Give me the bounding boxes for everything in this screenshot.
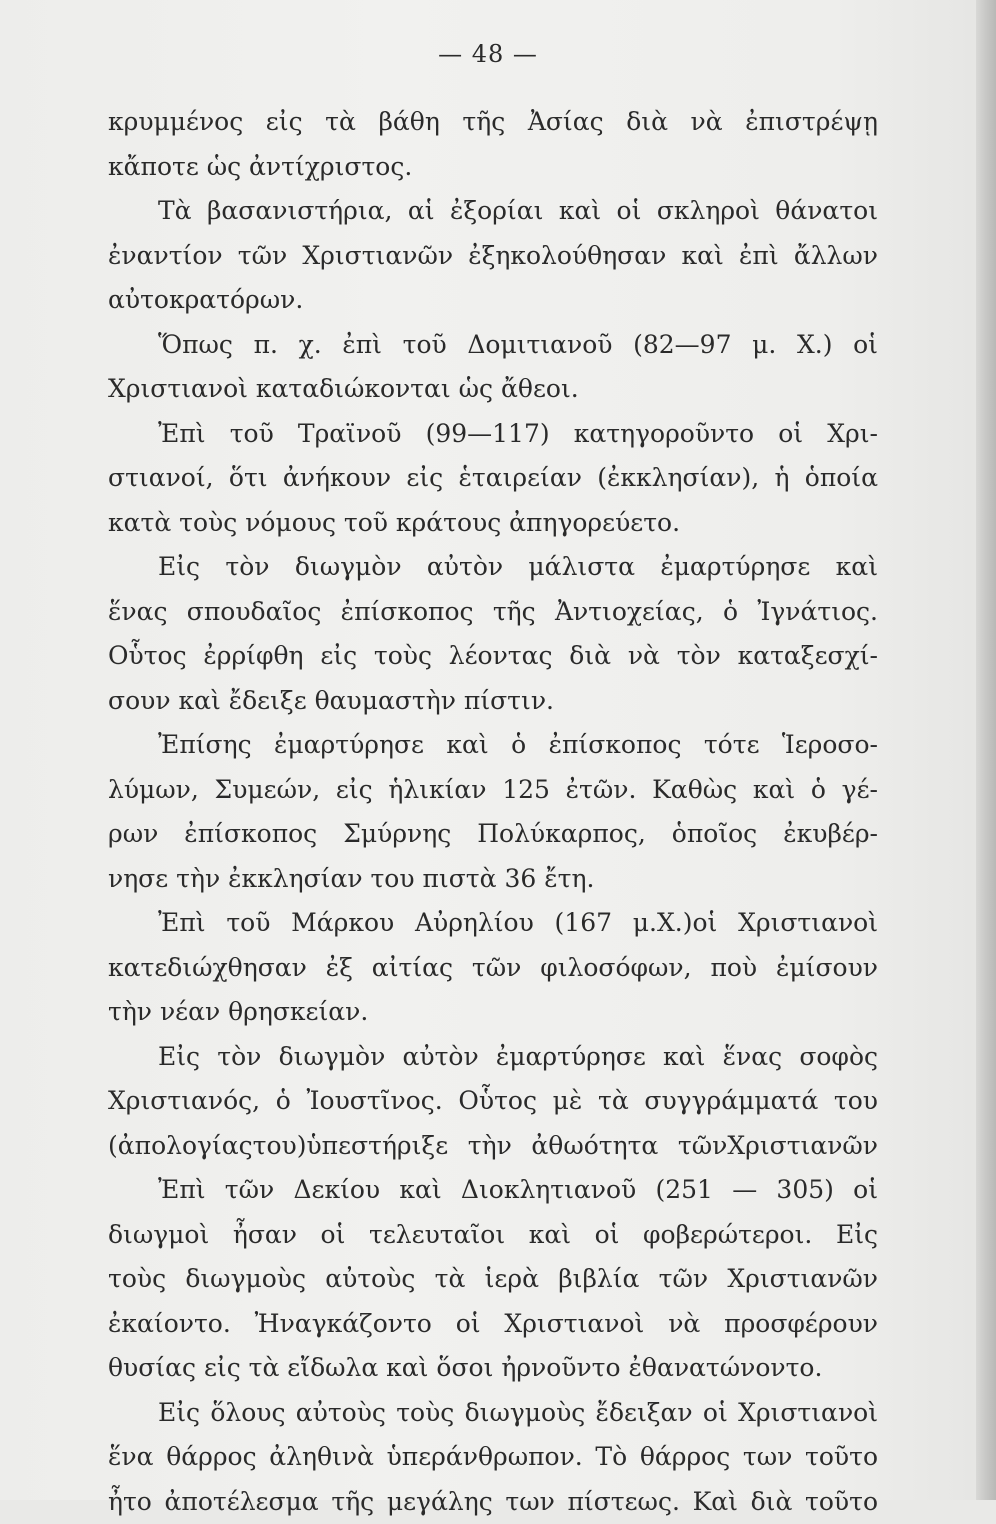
text-line: ἕνα θάρρος ἀληθινὰ ὑπεράνθρωπον. Τὸ θάρρος των τοῦτο [108, 1435, 878, 1480]
text-line: ἕνας σπουδαῖος ἐπίσκοπος τῆς Ἀντιοχείας, ὁ Ἰγνάτιος. [108, 590, 878, 635]
text-line: Χριστιανός, ὁ Ἰουστῖνος. Οὗτος μὲ τὰ συγγράμματά του [108, 1079, 878, 1124]
page-edge [976, 0, 996, 1500]
text-line: κρυμμένος εἰς τὰ βάθη τῆς Ἀσίας διὰ νὰ ἐπιστρέψῃ [108, 100, 878, 145]
text-line: σουν καὶ ἔδειξε θαυμαστὴν πίστιν. [108, 679, 878, 724]
text-line: τὴν νέαν θρησκείαν. [108, 990, 878, 1035]
text-line: Εἰς ὅλους αὐτοὺς τοὺς διωγμοὺς ἔδειξαν οἱ Χριστιανοὶ [108, 1391, 878, 1436]
text-line: λύμων, Συμεών, εἰς ἡλικίαν 125 ἐτῶν. Καθὼς καὶ ὁ γέ- [108, 768, 878, 813]
text-line: Εἰς τὸν διωγμὸν αὐτὸν ἐμαρτύρησε καὶ ἕνας σοφὸς [108, 1035, 878, 1080]
text-line: νησε τὴν ἐκκλησίαν του πιστὰ 36 ἔτη. [108, 857, 878, 902]
page-number: — 48 — [0, 40, 976, 68]
text-line: ἐναντίον τῶν Χριστιανῶν ἐξηκολούθησαν καὶ ἐπὶ ἄλλων [108, 234, 878, 279]
text-line: στιανοί, ὅτι ἀνήκουν εἰς ἑταιρείαν (ἐκκλησίαν), ἡ ὁποία [108, 456, 878, 501]
text-line: τοὺς διωγμοὺς αὐτοὺς τὰ ἱερὰ βιβλία τῶν Χριστιανῶν [108, 1257, 878, 1302]
text-line: κἄποτε ὡς ἀντίχριστος. [108, 145, 878, 190]
text-line: Εἰς τὸν διωγμὸν αὐτὸν μάλιστα ἐμαρτύρησε καὶ [108, 545, 878, 590]
text-line: κατὰ τοὺς νόμους τοῦ κράτους ἀπηγορεύετο. [108, 501, 878, 546]
text-line: Ὅπως π. χ. ἐπὶ τοῦ Δομιτιανοῦ (82—97 μ. Χ.) οἱ [108, 323, 878, 368]
text-line: Ἐπὶ τοῦ Μάρκου Αὐρηλίου (167 μ.Χ.)οἱ Χριστιανοὶ [108, 901, 878, 946]
text-line: κατεδιώχθησαν ἐξ αἰτίας τῶν φιλοσόφων, ποὺ ἐμίσουν [108, 946, 878, 991]
text-line: (ἀπολογίαςτου)ὑπεστήριξε τὴν ἀθωότητα τῶνΧριστιανῶν [108, 1124, 878, 1169]
text-line: Ἐπὶ τοῦ Τραϊνοῦ (99—117) κατηγοροῦντο οἱ Χρι- [108, 412, 878, 457]
text-line: ἐκαίοντο. Ἠναγκάζοντο οἱ Χριστιανοὶ νὰ προσφέρουν [108, 1302, 878, 1347]
text-line: θυσίας εἰς τὰ εἴδωλα καὶ ὅσοι ἠρνοῦντο ἐθανατώνοντο. [108, 1346, 878, 1391]
text-line: αὐτοκρατόρων. [108, 278, 878, 323]
text-line: Ἐπίσης ἐμαρτύρησε καὶ ὁ ἐπίσκοπος τότε Ἱεροσο- [108, 723, 878, 768]
text-line: Ἐπὶ τῶν Δεκίου καὶ Διοκλητιανοῦ (251 — 305) οἱ [108, 1168, 878, 1213]
text-line: Τὰ βασανιστήρια, αἱ ἐξορίαι καὶ οἱ σκληροὶ θάνατοι [108, 189, 878, 234]
text-line: Χριστιανοὶ καταδιώκονται ὡς ἄθεοι. [108, 367, 878, 412]
text-line: διωγμοὶ ἦσαν οἱ τελευταῖοι καὶ οἱ φοβερώτεροι. Εἰς [108, 1213, 878, 1258]
text-line: Οὗτος ἐρρίφθη εἰς τοὺς λέοντας διὰ νὰ τὸν καταξεσχί- [108, 634, 878, 679]
body-text [108, 100, 878, 1524]
text-line: ρων ἐπίσκοπος Σμύρνης Πολύκαρπος, ὁποῖος ἐκυβέρ- [108, 812, 878, 857]
text-line: ἦτο ἀποτέλεσμα τῆς μεγάλης των πίστεως. Καὶ διὰ τοῦτο [108, 1480, 878, 1524]
